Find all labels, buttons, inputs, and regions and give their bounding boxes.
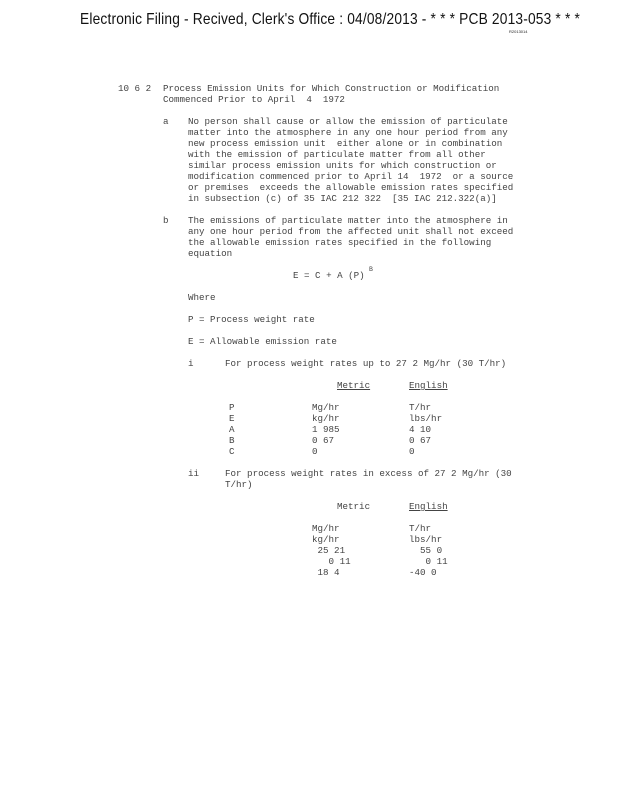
para-a-line: with the emission of particulate matter from all other [188,149,486,160]
sub-ii-text-line: T/hr) [225,479,253,490]
table-cell-english: 0 11 [409,556,448,567]
table-cell-metric: Mg/hr [312,402,340,413]
table-cell-english: 55 0 [409,545,443,556]
section-title-line-2: Commenced Prior to April 4 1972 [163,94,345,105]
table-cell-metric: 0 67 [312,435,335,446]
table-cell-english: 0 [409,446,415,457]
table-cell-symbol: P [229,402,235,413]
para-b-label: b [163,215,169,226]
table-cell-metric: 25 21 [312,545,346,556]
table-cell-metric: 0 11 [312,556,351,567]
sub-ii-text-line: For process weight rates in excess of 27 2 Mg/hr (30 [225,468,512,479]
table-cell-metric: Mg/hr [312,523,340,534]
sub-i-metric-header: Metric [337,380,371,391]
definition-e: E = Allowable emission rate [188,336,337,347]
sub-ii-label: ii [188,468,200,479]
sub-i-english-header: English [409,380,448,391]
section-number: 10 6 2 [118,83,152,94]
para-a-line: modification commenced prior to April 14 1972 or a source [188,171,514,182]
table-cell-symbol: C [229,446,235,457]
para-a-line: new process emission unit either alone or in combination [188,138,503,149]
para-a-line: similar process emission units for which construction or [188,160,497,171]
table-cell-english: 4 10 [409,424,432,435]
filing-stamp: Electronic Filing - Recived, Clerk's Office : 04/08/2013 - * * * PCB 2013-053 * * * [80,11,581,28]
table-cell-english: T/hr [409,402,432,413]
section-title-line-1: Process Emission Units for Which Construction or Modification [163,83,500,94]
table-cell-metric: 1 985 [312,424,340,435]
sub-ii-metric-header: Metric [337,501,371,512]
table-cell-metric: kg/hr [312,534,340,545]
table-cell-symbol: A [229,424,235,435]
table-cell-english: lbs/hr [409,534,443,545]
table-cell-symbol: B [229,435,235,446]
filing-stamp-code: R2013014 [509,29,528,34]
table-cell-english: lbs/hr [409,413,443,424]
para-b-line: any one hour period from the affected unit shall not exceed [188,226,514,237]
table-cell-metric: 0 [312,446,318,457]
equation: E = C + A (P) [293,270,365,281]
equation-exponent: B [369,266,373,273]
para-a-line: or premises exceeds the allowable emission rates specified [188,182,514,193]
sub-ii-english-header: English [409,501,448,512]
table-cell-metric: kg/hr [312,413,340,424]
table-cell-english: T/hr [409,523,432,534]
where-label: Where [188,292,216,303]
para-a-line: in subsection (c) of 35 IAC 212 322 [35 IAC 212.322(a)] [188,193,497,204]
sub-i-label: i [188,358,194,369]
table-cell-english: 0 67 [409,435,432,446]
para-a-line: No person shall cause or allow the emission of particulate [188,116,508,127]
para-b-line: the allowable emission rates specified in the following [188,237,492,248]
table-cell-metric: 18 4 [312,567,340,578]
para-a-line: matter into the atmosphere in any one hour period from any [188,127,508,138]
table-cell-english: -40 0 [409,567,437,578]
para-b-line: The emissions of particulate matter into the atmosphere in [188,215,508,226]
definition-p: P = Process weight rate [188,314,315,325]
table-cell-symbol: E [229,413,235,424]
sub-i-text: For process weight rates up to 27 2 Mg/hr (30 T/hr) [225,358,507,369]
para-b-line: equation [188,248,233,259]
para-a-label: a [163,116,169,127]
